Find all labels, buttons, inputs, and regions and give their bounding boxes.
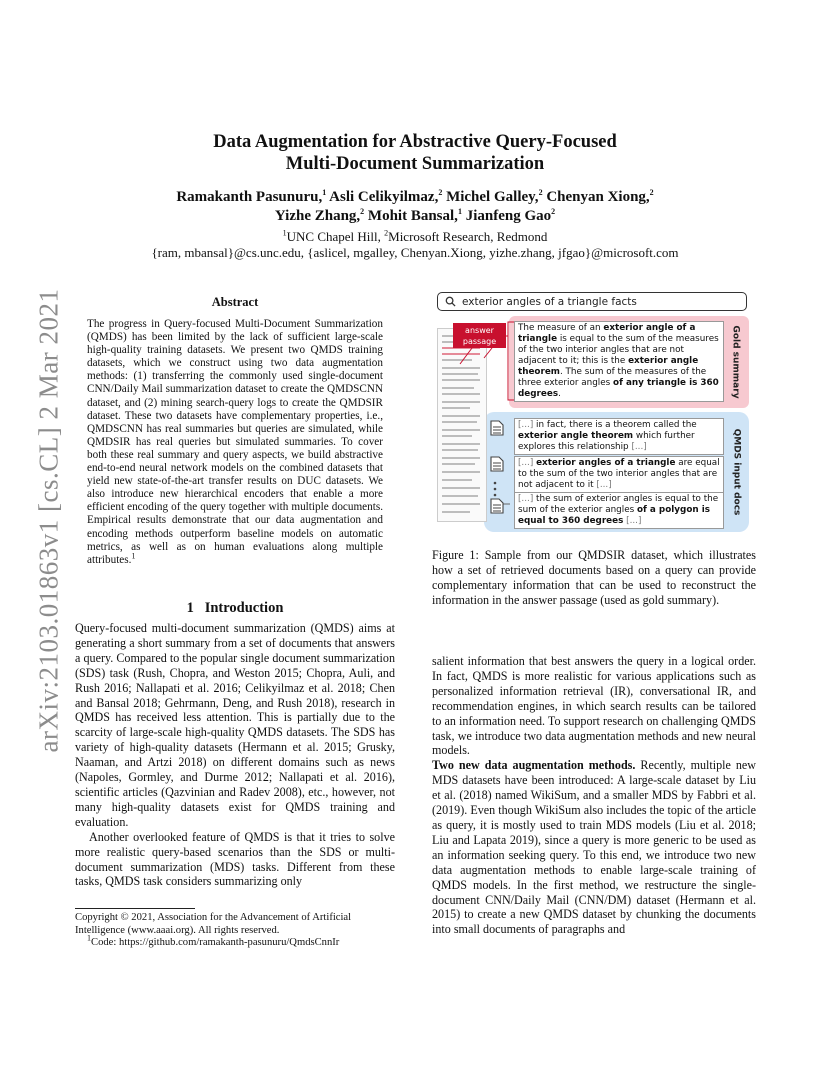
right-column-body	[432, 654, 756, 937]
input-docs-label-text: QMDS input docs	[731, 428, 742, 516]
figure-1	[432, 292, 752, 534]
author-name: Asli Celikyilmaz,	[329, 189, 439, 205]
title-line-2: Multi-Document Summarization	[285, 154, 545, 174]
author-name: Jianfeng Gao	[465, 208, 552, 224]
abstract-text: The progress in Query-focused Multi-Document Summarization (QMDS) has been limited by the lack of sufficient large-scale high-quality training datasets. We present two QMDS training datasets, which we construct using two data augmentation methods: (1) transferring the commonly used single-document CNN/Daily Mail summarization dataset to create the	[87, 318, 383, 396]
more-documents-ellipsis-icon	[492, 480, 498, 498]
affiliation-2: Microsoft Research, Redmond	[388, 229, 548, 244]
abstract-text: has real queries but simulated summaries. To cover both these real summary and query aspects, we build abstractive end-to-end neural network models on the combined datasets that yield new state-of-the-art transfer results on DUC datasets. We also introduce new hierarchical encoders that enable a more efficient encoding of the query together with multiple documents. Empirical results demonstrate that our data augmentation and encoding methods outperform baseline models on automatic metrics, as well as on human evaluations along multiple attributes.	[87, 435, 383, 566]
ellipsis-text: [...]	[518, 494, 534, 504]
author-affil-mark: 1	[322, 188, 327, 197]
query-text: exterior angles of a triangle facts	[462, 296, 637, 308]
doc-text-run: the sum of exterior angles is equal to the sum of the exterior angles	[518, 494, 719, 515]
gold-summary-label-text: Gold summary	[731, 325, 742, 399]
paragraph-text: Recently, multiple new MDS datasets have been introduced: A large-scale dataset by Liu et al. (2018) named WikiSum, and a smaller MDS by Fabbri et al. (2019). Even though WikiSum also includes the topic of the article as query, it is mostly used to train MDS models (Liu et al. 2018; Liu and Lapata 2019), since a query is more generic to be used as an information seeking query. To this end, we introduce two new data augmentation methods to enable large-scale training of QMDS models. In the first method, we restructure the single-document CNN/Daily Mail (CNN/DM) dataset (Hermann et al. 2015) to create a new QMDS dataset by chunking the documents into small documents of paragraphs and	[432, 758, 757, 937]
authors-line-1	[100, 188, 730, 207]
doc-text-run: are equal to the sum of the two interior angles that are not adjacent to it	[518, 458, 720, 490]
author-affil-mark: 2	[438, 188, 443, 197]
gold-text-run: is equal to the sum of the measures of the two interior angles that are not adjacent to it; this is the	[518, 334, 719, 366]
author-name: Mohit Bansal,	[367, 208, 458, 224]
affiliations	[100, 229, 730, 261]
abstract-text: dataset. These two datasets have complementary properties, i.e.,	[87, 409, 383, 422]
arxiv-stamp-text: arXiv:2103.01863v1 [cs.CL] 2 Mar 2021	[33, 288, 64, 752]
input-document-3	[514, 492, 724, 529]
document-icon	[490, 498, 504, 514]
author-name: Chenyan Xiong,	[546, 189, 650, 205]
document-icon	[490, 456, 504, 472]
arxiv-stamp	[24, 290, 74, 750]
author-affil-mark: 2	[360, 207, 365, 216]
abstract-heading: Abstract	[211, 295, 259, 309]
doc-text-run: in fact, there is a theorem called the	[533, 420, 697, 430]
caption-text: dataset, which illustrates how a set of retrieved documents based on a query can provide complementary information that can be used to reconstruct the information in the answer passage (used as gold summary).	[432, 548, 756, 607]
authors-line-2	[100, 207, 730, 226]
section-title: Introduction	[204, 600, 284, 616]
footnote-text: Code: https://github.com/ramakanth-pasunuru/QmdsCnnIr	[91, 937, 340, 948]
ellipsis-text: [...]	[596, 480, 612, 490]
paragraph-run-in-heading: Two new data augmentation methods.	[432, 758, 636, 773]
author-name: Michel Galley,	[446, 189, 539, 205]
abstract-text: dataset, and (2) mining search-query logs to create the	[87, 396, 340, 409]
doc-text-bold: of a polygon is equal to 360 degrees	[518, 505, 710, 526]
gold-summary-text	[514, 321, 724, 402]
ellipsis-text: [...]	[626, 516, 642, 526]
gold-text-bold: exterior angle theorem	[518, 356, 699, 377]
gold-text-run: .	[558, 389, 561, 399]
author-name: Yizhe Zhang,	[274, 208, 361, 224]
title-line-1: Data Augmentation for Abstractive Query-Focused	[213, 132, 617, 152]
author-list	[100, 188, 730, 226]
author-affil-mark: 2	[551, 207, 556, 216]
author-name: Ramakanth Pasunuru,	[176, 189, 323, 205]
dataset-name: QMDSIR	[339, 396, 383, 409]
author-affil-mark: 1	[457, 207, 462, 216]
section-heading-introduction	[75, 600, 395, 617]
footnote-number: 1	[87, 933, 91, 943]
copyright-notice: Copyright © 2021, Association for the Advancement of Artificial Intelligence (www.aaai.org). All rights reserved.	[75, 912, 352, 936]
affil-mark: 1	[282, 228, 287, 238]
caption-text: Figure 1: Sample from our	[432, 548, 579, 562]
doc-text-run: which further explores this relationship	[518, 431, 695, 452]
footnote-mark: 1	[131, 550, 136, 560]
footnote-rule	[75, 908, 195, 909]
affiliation-line	[100, 229, 730, 245]
introduction-body	[75, 621, 395, 889]
ellipsis-text: [...]	[518, 420, 534, 430]
gold-text-bold: exterior angle of a triangle	[518, 323, 696, 344]
input-docs-label	[729, 412, 743, 532]
input-document-1	[514, 418, 724, 455]
document-icon	[490, 420, 504, 436]
dataset-name: QMDSCNN	[327, 383, 383, 396]
figure-caption	[432, 548, 756, 608]
gold-text-run: The measure of an	[518, 323, 604, 333]
abstract-body	[87, 318, 383, 567]
abstract-text: has real summaries but queries are simulated, while	[142, 422, 383, 435]
answer-passage-tag: answer passage	[453, 323, 506, 348]
footnote-1	[75, 933, 395, 950]
paper-title	[100, 131, 730, 175]
input-document-2	[514, 456, 724, 493]
doc-text-bold: exterior angle theorem	[518, 431, 634, 441]
author-affil-mark: 2	[649, 188, 654, 197]
ellipsis-text: [...]	[518, 458, 537, 468]
paragraph: salient information that best answers the query in a logical order. In fact, QMDS is more realistic for various applications such as personalized information retrieval (IR), conversational IR, and recommendation engines, in which search results can be tailored to an information need. To support research on challenging QMDS task, we introduce two data augmentation methods and new neural models.	[432, 654, 756, 758]
dataset-name: QMDSCNN	[87, 422, 143, 435]
dataset-name: QMDSIR	[87, 435, 131, 448]
gold-text-bold: of any triangle is 360 degrees	[518, 378, 719, 399]
ellipsis-text: [...]	[631, 442, 647, 452]
paragraph: Query-focused multi-document summarization (QMDS) aims at generating a short summary from a set of documents that answers a query. Compared to the popular single document summarization (SDS) task (Rush, Chopra, and Weston 2015; Chopra, Auli, and Rush 2016; Nallapati et al. 2016; Celikyilmaz et al. 2018; Chen and Bansal 2018; Gehrmann, Deng, and Rush 2018), research in QMDS has received less attention. This is partially due to the scarcity of large-scale high-quality QMDS datasets. The SDS has variety of high-quality datasets (Hermann et al. 2015; Grusky, Naaman, and Artzi 2018) on different domains such as news (Napoles, Gormley, and Durme 2012; Nallapati et al. 2016), scientific articles (Qazvinian and Radev 2008), etc., however, not many high-quality datasets exist for QMDS training and evaluation.	[75, 621, 395, 829]
footnotes	[75, 912, 395, 950]
author-emails: {ram, mbansal}@cs.unc.edu, {aslicel, mgalley, Chenyan.Xiong, yizhe.zhang, jfgao}@microsoft.com	[151, 245, 679, 260]
doc-text-bold: exterior angles of a triangle	[536, 458, 676, 468]
gold-summary-label	[729, 316, 743, 408]
affil-mark: 2	[384, 228, 389, 238]
affiliation-1: UNC Chapel Hill,	[286, 229, 385, 244]
paragraph	[432, 758, 756, 937]
dataset-name: QMDSIR	[578, 548, 626, 562]
author-affil-mark: 2	[538, 188, 543, 197]
gold-text-run: . The sum of the measures of the three exterior angles	[518, 367, 707, 388]
section-number: 1	[186, 600, 194, 616]
paragraph: Another overlooked feature of QMDS is that it tries to solve more realistic query-based scenarios than the SDS or multi-document summarization (MDS) tasks. Different from these tasks, QMDS task considers summarizing only	[75, 829, 395, 889]
